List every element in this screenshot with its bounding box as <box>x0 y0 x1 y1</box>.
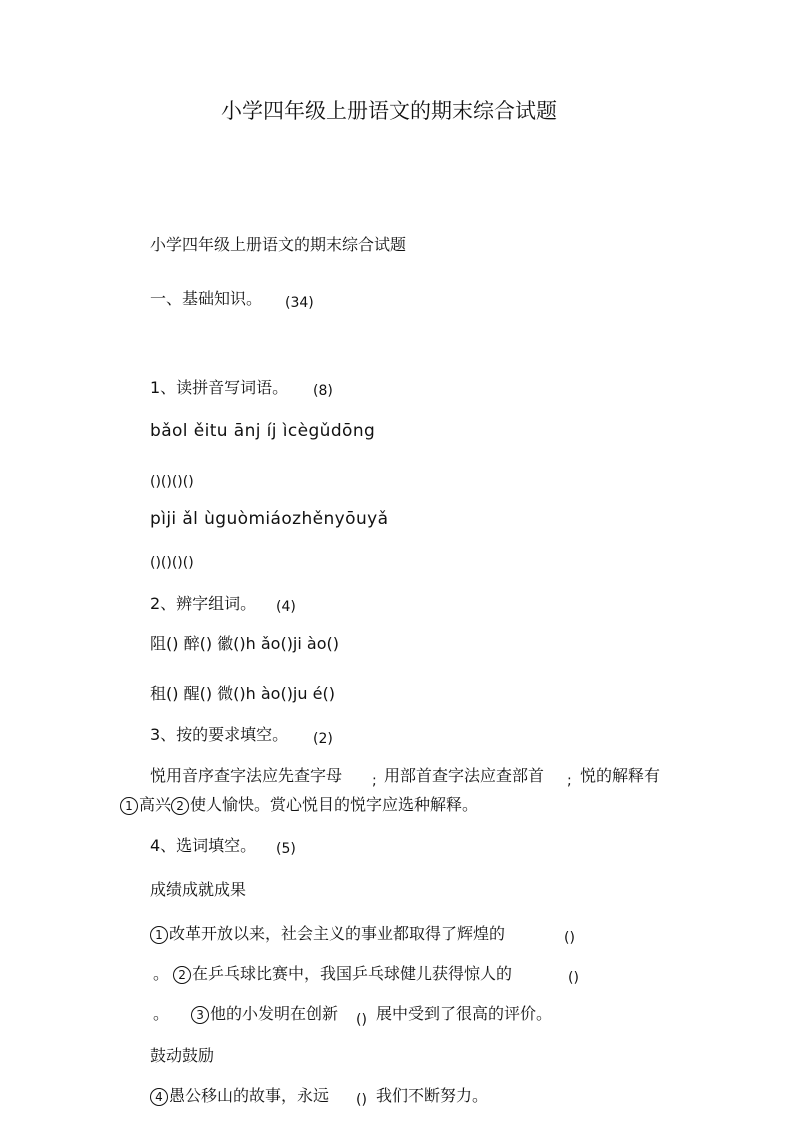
section-1-label: 一、基础知识。 <box>150 289 263 308</box>
q4-word-choices-1: 成绩成就成果 <box>150 880 247 899</box>
q4-blank-3: () <box>356 1012 367 1028</box>
q4-sentence-4b-text: 我们不断努力。 <box>376 1086 489 1105</box>
q2-row-2: 租() 醒() 微()h ào()ju é() <box>150 684 335 703</box>
q3-label: 3、按的要求填空。 <box>150 725 289 744</box>
section-1-score: (34) <box>285 295 314 311</box>
q1-blanks-row-2: ()()()() <box>150 555 194 571</box>
q4-sentence-3 <box>153 1004 338 1024</box>
q4-period-2: 。 <box>153 1004 170 1023</box>
q1-pinyin-row-2: pìji ǎl ùguòmiáozhěnyōuyǎ <box>150 509 389 529</box>
q4-label: 4、选词填空。 <box>150 836 257 855</box>
q4-blank-4: () <box>356 1092 367 1108</box>
q4-sentence-2 <box>153 964 512 984</box>
q4-blank-1: () <box>564 930 575 946</box>
q3-line-1b: 用部首查字法应查部首 <box>384 766 545 785</box>
q3-separator-2: ; <box>567 773 572 789</box>
document-title: 小学四年级上册语文的期末综合试题 <box>221 99 557 123</box>
q3-line-2a: 高兴 <box>139 795 172 814</box>
q1-label: 1、读拼音写词语。 <box>150 378 289 397</box>
q3-line-1a: 悦用音序查字法应先查字母 <box>150 766 343 785</box>
q4-sentence-3a-text: 他的小发明在创新 <box>210 1004 339 1023</box>
circled-number-1: 1 <box>120 797 138 815</box>
circled-number-4: 4 <box>150 1088 168 1106</box>
circled-number-2: 2 <box>171 797 189 815</box>
q1-score: (8) <box>313 383 333 399</box>
q2-row-1: 阻() 醉() 徽()h ǎo()ji ào() <box>150 634 339 653</box>
q3-line-2b: 使人愉快。赏心悦目的悦字应选种解释。 <box>190 795 479 814</box>
section-1-heading <box>150 289 262 309</box>
document-subtitle: 小学四年级上册语文的期末综合试题 <box>150 235 407 254</box>
q4-sentence-3b-text: 展中受到了很高的评价。 <box>376 1004 553 1023</box>
q1-blanks-row-1: ()()()() <box>150 474 194 490</box>
q4-sentence-2-text: 在乒乓球比赛中，我国乒乓球健儿获得惊人的 <box>192 964 513 983</box>
q3-line-1c: 悦的解释有 <box>580 766 661 785</box>
circled-number-2: 2 <box>173 966 191 984</box>
q2-score: (4) <box>276 599 296 615</box>
q4-word-choices-2: 鼓动鼓励 <box>150 1046 215 1065</box>
q4-sentence-4a-text: 愚公移山的故事，永远 <box>169 1086 330 1105</box>
q4-period-1: 。 <box>153 964 170 983</box>
q4-sentence-1-text: 改革开放以来，社会主义的事业都取得了辉煌的 <box>169 924 506 943</box>
q4-sentence-1 <box>150 924 505 944</box>
q4-sentence-4 <box>150 1086 329 1106</box>
q3-separator-1: ; <box>372 773 377 789</box>
circled-number-1: 1 <box>150 926 168 944</box>
q4-blank-2: () <box>568 970 579 986</box>
q4-score: (5) <box>276 841 296 857</box>
q3-line-2 <box>120 795 478 815</box>
q3-score: (2) <box>313 731 333 747</box>
q2-label: 2、辨字组词。 <box>150 594 257 613</box>
q1-pinyin-row-1: bǎol ěitu ānj íj ìcègǔdōng <box>150 421 376 441</box>
circled-number-3: 3 <box>191 1006 209 1024</box>
